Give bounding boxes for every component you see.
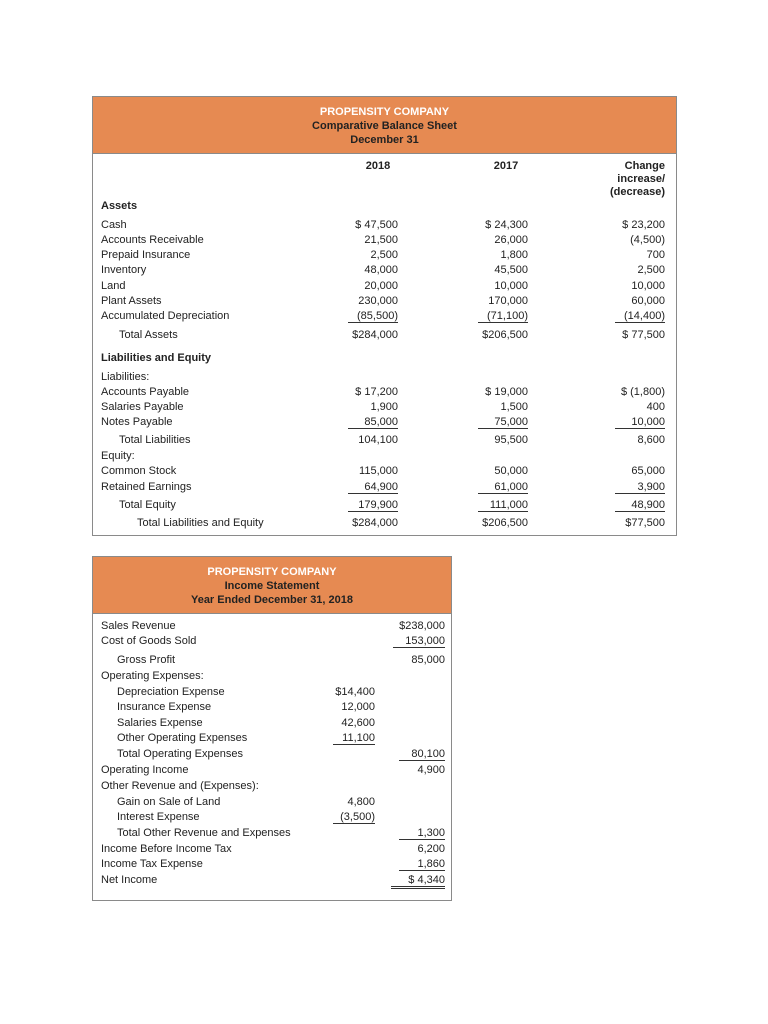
cell-total: 153,000: [393, 635, 445, 648]
cell-detail: (3,500): [333, 811, 375, 824]
cell-change: 2,500: [637, 264, 665, 276]
cell-2017: $ 19,000: [485, 386, 528, 398]
balance-sheet-header: [93, 97, 676, 154]
is-statement-name: Income Statement: [224, 580, 320, 592]
cell-change: $ 23,200: [622, 219, 665, 231]
cell-2018: $284,000: [352, 329, 398, 341]
row-label: Total Equity: [119, 499, 176, 511]
row-label: Common Stock: [101, 465, 177, 477]
row-label: Depreciation Expense: [117, 686, 225, 698]
cell-2017: 1,800: [500, 249, 528, 261]
row-label: Salaries Payable: [101, 401, 184, 413]
cell-change: 10,000: [615, 416, 665, 429]
cell-2017: 10,000: [494, 280, 528, 292]
cell-detail: 42,600: [341, 717, 375, 729]
cell-2017: (71,100): [478, 310, 528, 323]
cell-change: $ 77,500: [622, 329, 665, 341]
liabilities-equity-heading: Liabilities and Equity: [101, 352, 212, 364]
cell-2018: 20,000: [364, 280, 398, 292]
col-header-2017: 2017: [493, 160, 519, 172]
income-statement-header: [93, 557, 451, 614]
cell-2017: 111,000: [478, 499, 528, 512]
cell-detail: $14,400: [335, 686, 375, 698]
bs-statement-name: Comparative Balance Sheet: [312, 120, 457, 132]
other-heading: Other Revenue and (Expenses):: [101, 780, 259, 792]
cell-2017: 1,500: [500, 401, 528, 413]
cell-2018: 179,900: [348, 499, 398, 512]
cell-detail: 4,800: [347, 796, 375, 808]
cell-change: (14,400): [615, 310, 665, 323]
row-label: Income Tax Expense: [101, 858, 203, 870]
cell-total: $238,000: [399, 620, 445, 632]
cell-total: 1,860: [399, 858, 445, 871]
cell-change: (4,500): [630, 234, 665, 246]
cell-total: 80,100: [399, 748, 445, 761]
row-label: Accounts Receivable: [101, 234, 204, 246]
is-period: Year Ended December 31, 2018: [190, 594, 354, 606]
cell-2018: $ 47,500: [355, 219, 398, 231]
cell-2018: $ 17,200: [355, 386, 398, 398]
row-label: Notes Payable: [101, 416, 173, 428]
row-label: Cash: [101, 219, 127, 231]
equity-heading: Equity:: [101, 450, 135, 462]
row-label: Accounts Payable: [101, 386, 190, 398]
col-header-change-2: increase/: [617, 173, 665, 185]
col-header-change-3: (decrease): [609, 186, 665, 198]
row-label: Interest Expense: [117, 811, 200, 823]
cell-change: 65,000: [631, 465, 665, 477]
assets-heading: Assets: [101, 200, 138, 212]
cell-change: 400: [646, 401, 665, 413]
cell-change: 8,600: [637, 434, 665, 446]
row-label: Inventory: [101, 264, 147, 276]
cell-2018: $284,000: [352, 517, 398, 529]
cell-2017: 95,500: [494, 434, 528, 446]
cell-change: 60,000: [631, 295, 665, 307]
cell-2017: $206,500: [482, 329, 528, 341]
cell-2018: 104,100: [358, 434, 398, 446]
cell-2017: 75,000: [478, 416, 528, 429]
row-label: Total Other Revenue and Expenses: [117, 827, 291, 839]
row-label: Insurance Expense: [117, 701, 212, 713]
cell-total: 6,200: [417, 843, 445, 855]
cell-2017: 45,500: [494, 264, 528, 276]
cell-2017: $206,500: [482, 517, 528, 529]
is-company-name: PROPENSITY COMPANY: [207, 566, 337, 578]
cell-2017: 26,000: [494, 234, 528, 246]
row-label: Land: [101, 280, 126, 292]
opex-heading: Operating Expenses:: [101, 670, 204, 682]
cell-2018: 64,900: [348, 481, 398, 494]
income-statement-table: [92, 556, 452, 901]
cell-2018: (85,500): [348, 310, 398, 323]
cell-change: $77,500: [625, 517, 665, 529]
cell-2018: 230,000: [358, 295, 398, 307]
row-label: Income Before Income Tax: [101, 843, 232, 855]
row-label: Total Liabilities: [119, 434, 191, 446]
row-label: Cost of Goods Sold: [101, 635, 197, 647]
col-header-change-1: Change: [624, 160, 665, 172]
row-label: Prepaid Insurance: [101, 249, 191, 261]
cell-2018: 2,500: [370, 249, 398, 261]
row-label: Retained Earnings: [101, 481, 192, 493]
cell-detail: 12,000: [341, 701, 375, 713]
bs-date: December 31: [350, 134, 419, 146]
cell-total: $ 4,340: [391, 874, 445, 889]
cell-2018: 21,500: [364, 234, 398, 246]
cell-2018: 1,900: [370, 401, 398, 413]
cell-detail: 11,100: [333, 732, 375, 745]
row-label: Total Operating Expenses: [117, 748, 243, 760]
cell-2017: 170,000: [488, 295, 528, 307]
cell-2017: 61,000: [478, 481, 528, 494]
row-label: Sales Revenue: [101, 620, 176, 632]
row-label: Plant Assets: [101, 295, 162, 307]
row-label: Accumulated Depreciation: [101, 310, 230, 322]
cell-2018: 115,000: [359, 465, 398, 477]
row-label: Operating Income: [101, 764, 189, 776]
row-label: Other Operating Expenses: [117, 732, 248, 744]
cell-total: 1,300: [399, 827, 445, 840]
cell-2018: 48,000: [364, 264, 398, 276]
bs-company-name: PROPENSITY COMPANY: [319, 106, 450, 118]
row-label: Net Income: [101, 874, 158, 886]
cell-2018: 85,000: [348, 416, 398, 429]
cell-2017: 50,000: [494, 465, 528, 477]
cell-total: 4,900: [417, 764, 445, 776]
row-label: Salaries Expense: [117, 717, 203, 729]
row-label: Gross Profit: [117, 654, 176, 666]
cell-total: 85,000: [411, 654, 445, 666]
cell-change: 3,900: [615, 481, 665, 494]
liabilities-heading: Liabilities:: [101, 371, 150, 383]
row-label: Gain on Sale of Land: [117, 796, 221, 808]
col-header-2018: 2018: [365, 160, 391, 172]
cell-change: 48,900: [615, 499, 665, 512]
cell-change: 10,000: [631, 280, 665, 292]
row-label: Total Liabilities and Equity: [137, 517, 264, 529]
row-label: Total Assets: [119, 329, 178, 341]
cell-2017: $ 24,300: [485, 219, 528, 231]
cell-change: $ (1,800): [620, 386, 665, 398]
cell-change: 700: [646, 249, 665, 261]
balance-sheet-table: [92, 96, 677, 536]
